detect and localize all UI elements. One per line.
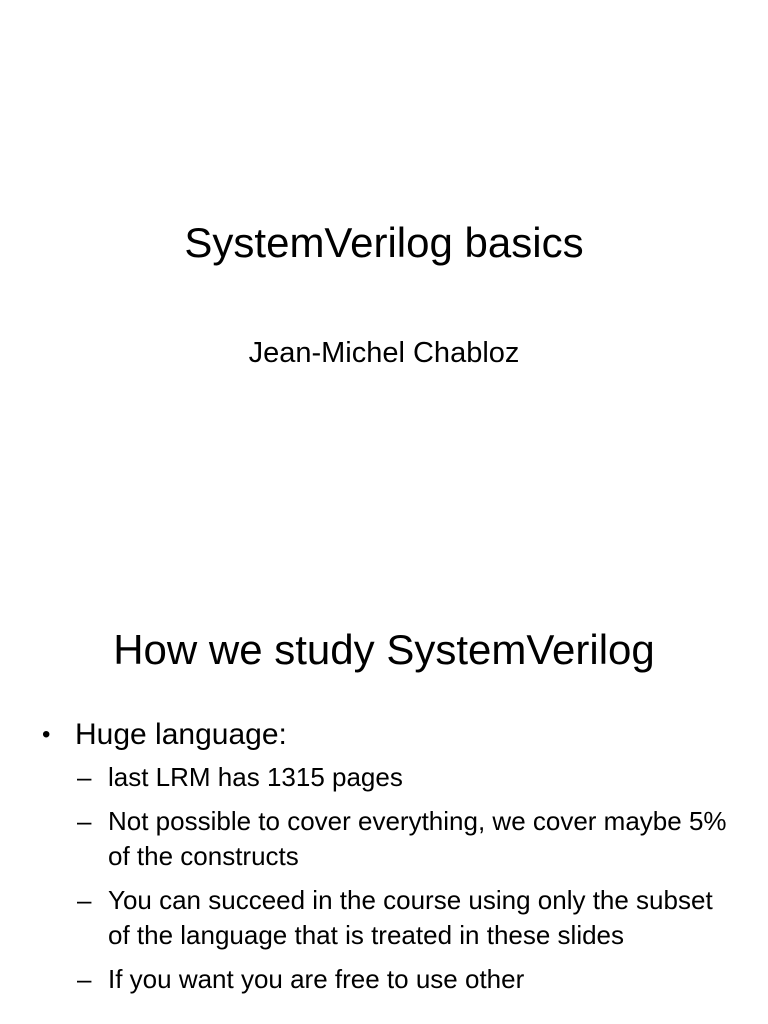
- subbullet-item: [75, 883, 732, 953]
- bullet-marker: •: [42, 721, 51, 748]
- subbullet-marker: –: [77, 762, 92, 792]
- bullet-list: [42, 716, 732, 1006]
- slide-author: Jean-Michel Chabloz: [248, 337, 520, 369]
- subbullet-marker: –: [77, 964, 92, 994]
- bullet-text: Huge language:: [75, 718, 287, 751]
- bullet-item: [42, 716, 732, 997]
- slide-heading: How we study SystemVerilog: [113, 626, 655, 673]
- subbullet-marker: –: [77, 885, 92, 915]
- slide-title: SystemVerilog basics: [184, 219, 584, 266]
- subbullet-item: [75, 760, 732, 795]
- subbullet-text: You can succeed in the course using only the subset of the language that is treated in these slides: [108, 885, 713, 950]
- subbullet-marker: –: [77, 806, 92, 836]
- subbullet-text: last LRM has 1315 pages: [108, 762, 403, 792]
- subbullet-item: [75, 962, 732, 997]
- subbullet-text: If you want you are free to use other: [108, 964, 525, 994]
- content-slide: [0, 576, 768, 1024]
- subbullet-item: [75, 804, 732, 874]
- subbullet-list: [75, 760, 732, 997]
- subbullet-text: Not possible to cover everything, we cover maybe 5% of the constructs: [108, 806, 727, 871]
